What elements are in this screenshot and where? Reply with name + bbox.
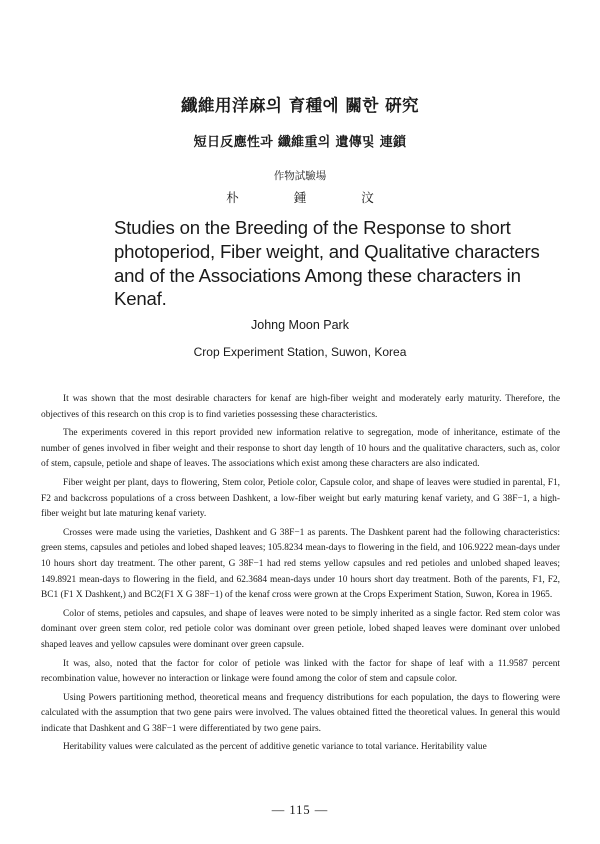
english-author: Johng Moon Park [251, 318, 349, 332]
page-number: — 115 — [271, 803, 329, 817]
abstract-paragraph: It was, also, noted that the factor for color of petiole was linked with the factor for shape of leaf with a 11.9587 percent recombination value, however no interaction or linkage were found among the color of stem and capsule color. [41, 658, 560, 685]
abstract-paragraph: Fiber weight per plant, days to flowering, Stem color, Petiole color, Capsule color, and shape of leaves were studied in parental, F1, F2 and backcross populations of a cross between Dashkent, a low-fiber weight but early maturing kenaf variety, and G 38F−1, a high-fiber weight but late maturing kenaf variety. [41, 477, 560, 520]
abstract-body [41, 392, 560, 756]
abstract-paragraph: Crosses were made using the varieties, Dashkent and G 38F−1 as parents. The Dashkent parent had the following characteristics: green stems, capsules and petioles and lobed shaped leaves; 105.8234 mean-days to flowering in the field, and 106.9222 mean-days under 10 hours short day treatment. The other parent, G 38F−1 had red stems yellow capsules and red petioles and unlobed shaped leaves; 149.8921 mean-days to flowering in the field, and 62.3684 mean-days under 10 hours short day treatment. Both of the parents, F1, F2, BC1 (F1 X Dashkent,) and BC2(F1 X G 38F−1) of the kenaf cross were grown at the Crops Experiment Station, Suwon, Korea in 1965. [41, 527, 560, 601]
korean-author: 朴鍾汶 [226, 190, 429, 205]
korean-affiliation: 作物試驗場 [273, 170, 327, 182]
abstract-paragraph: Using Powers partitioning method, theoretical means and frequency distributions for each population, the days to flowering were calculated with the assumption that two gene pairs were involved. The values obtained fitted the theoretical values. In general this would indicate that Dashkent and G 38F−1 were differentiated by two gene pairs. [41, 692, 560, 734]
abstract-paragraph: It was shown that the most desirable characters for kenaf are high-fiber weight and moderately early maturity. Therefore, the objectives of this research on this crop is to find varieties possessing these characteristics. [41, 394, 560, 420]
english-affiliation: Crop Experiment Station, Suwon, Korea [193, 345, 407, 359]
english-title: Studies on the Breeding of the Response to short photoperiod, Fiber weight, and Qualitative characters and of the Associations Among these characters in Kenaf. [114, 217, 540, 310]
korean-title: 纖維用洋麻의 育種에 關한 硏究 [180, 96, 420, 115]
abstract-paragraph: The experiments covered in this report provided new information relative to segregation, mode of inheritance, estimate of the number of genes involved in fiber weight and their response to short day length of 10 hours and the qualitative characters, such as, color of stem, capsule, petiole and shape of leaves. The associations which exist among these characters are also indicated. [41, 428, 560, 470]
abstract-paragraph: Color of stems, petioles and capsules, and shape of leaves were noted to be simply inherited as a single factor. Red stem color was dominant over green stem color, red petiole color was dominant over green petiole, lobed shaped leaves were dominant over unlobed shaped leaves and yellow capsules were dominant over green capsule. [41, 608, 560, 650]
korean-subtitle: 短日反應性과 纖維重의 遺傳및 連鎖 [193, 135, 407, 150]
abstract-paragraph: Heritability values were calculated as the percent of additive genetic variance to total variance. Heritability value [63, 742, 487, 753]
